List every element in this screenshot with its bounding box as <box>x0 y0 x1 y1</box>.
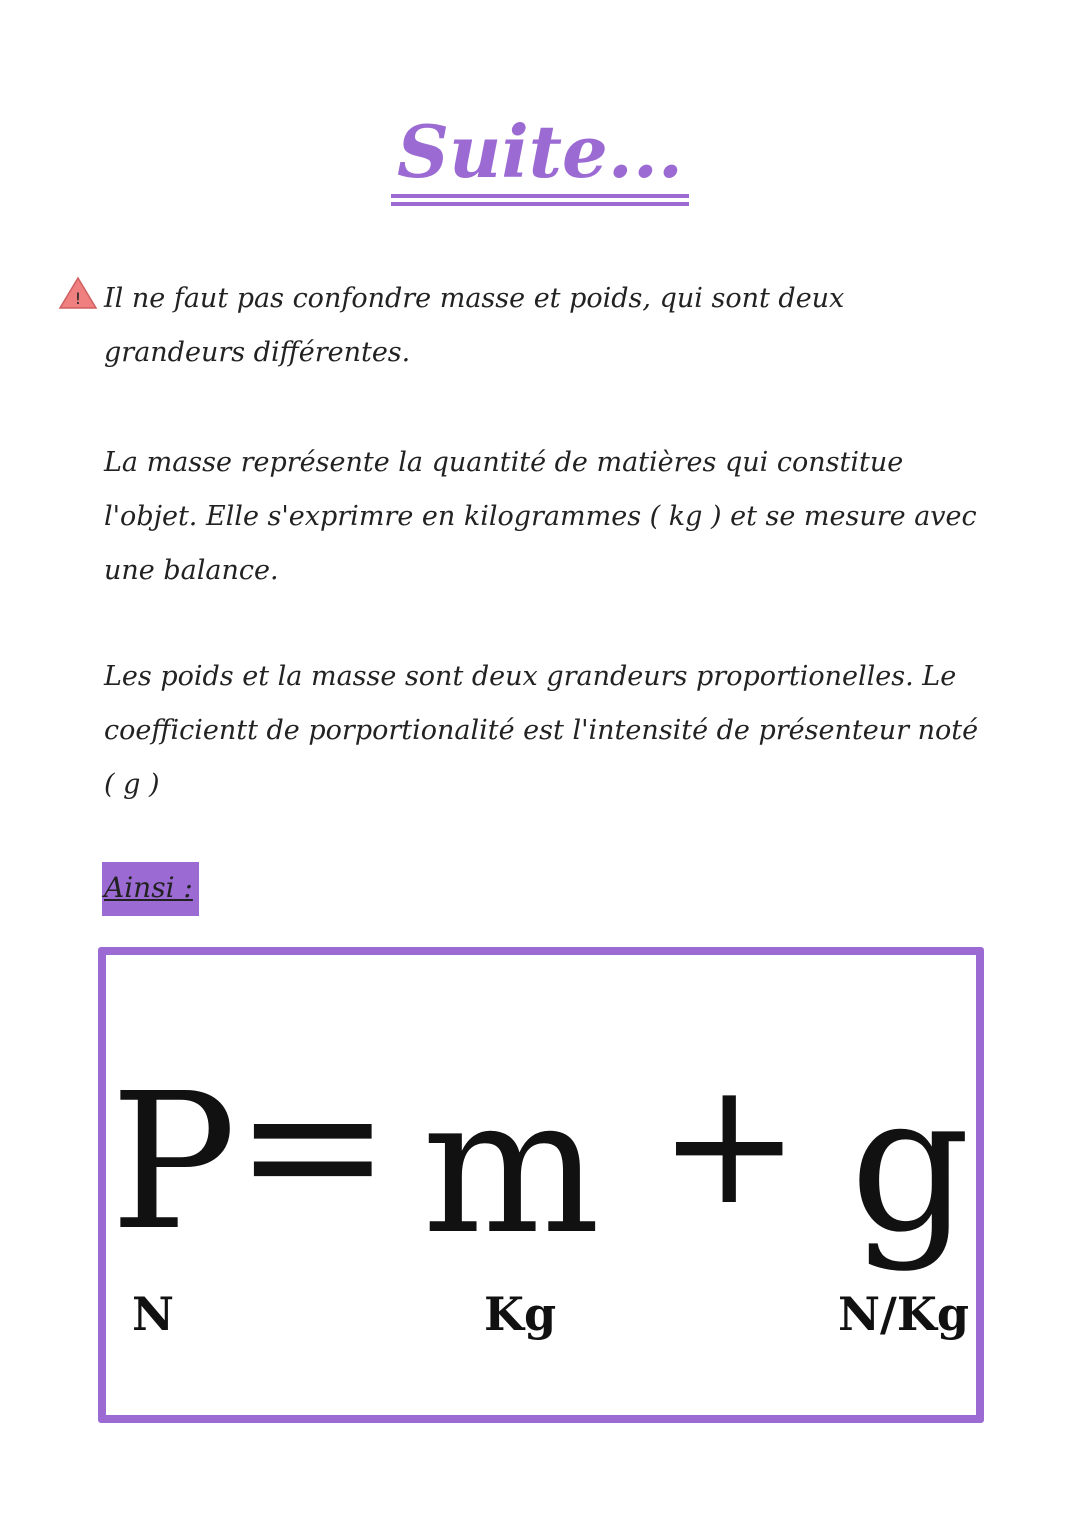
ainsi-label: Ainsi : <box>102 862 199 916</box>
paragraph-warning: Il ne faut pas confondre masse et poids, qui sont deux grandeurs différentes. <box>104 283 845 368</box>
unit-newton: N <box>132 1287 175 1341</box>
formula-m: m <box>422 1057 601 1276</box>
formula-g: g <box>850 1055 971 1274</box>
formula-equals: = <box>234 1035 392 1254</box>
formula-p: P <box>110 1053 237 1272</box>
formula-box <box>98 947 984 1423</box>
paragraph-poids: Les poids et la masse sont deux grandeurs proportionelles. Le coefficientt de porportionalité est l'intensité de présenteur noté ( g ) <box>104 661 979 800</box>
paragraph-masse: La masse représente la quantité de matières qui constitue l'objet. Elle s'exprimre en kilogrammes ( kg ) et se mesure avec une balance. <box>104 447 977 586</box>
unit-kilogram: Kg <box>484 1287 557 1341</box>
formula-plus: + <box>658 1045 801 1243</box>
unit-newton-per-kilogram: N/Kg <box>838 1287 969 1341</box>
title-wrapper <box>0 110 1080 198</box>
warning-symbol: ! <box>74 289 82 308</box>
page-title: Suite... <box>391 110 689 198</box>
warning-triangle-icon <box>58 276 98 310</box>
